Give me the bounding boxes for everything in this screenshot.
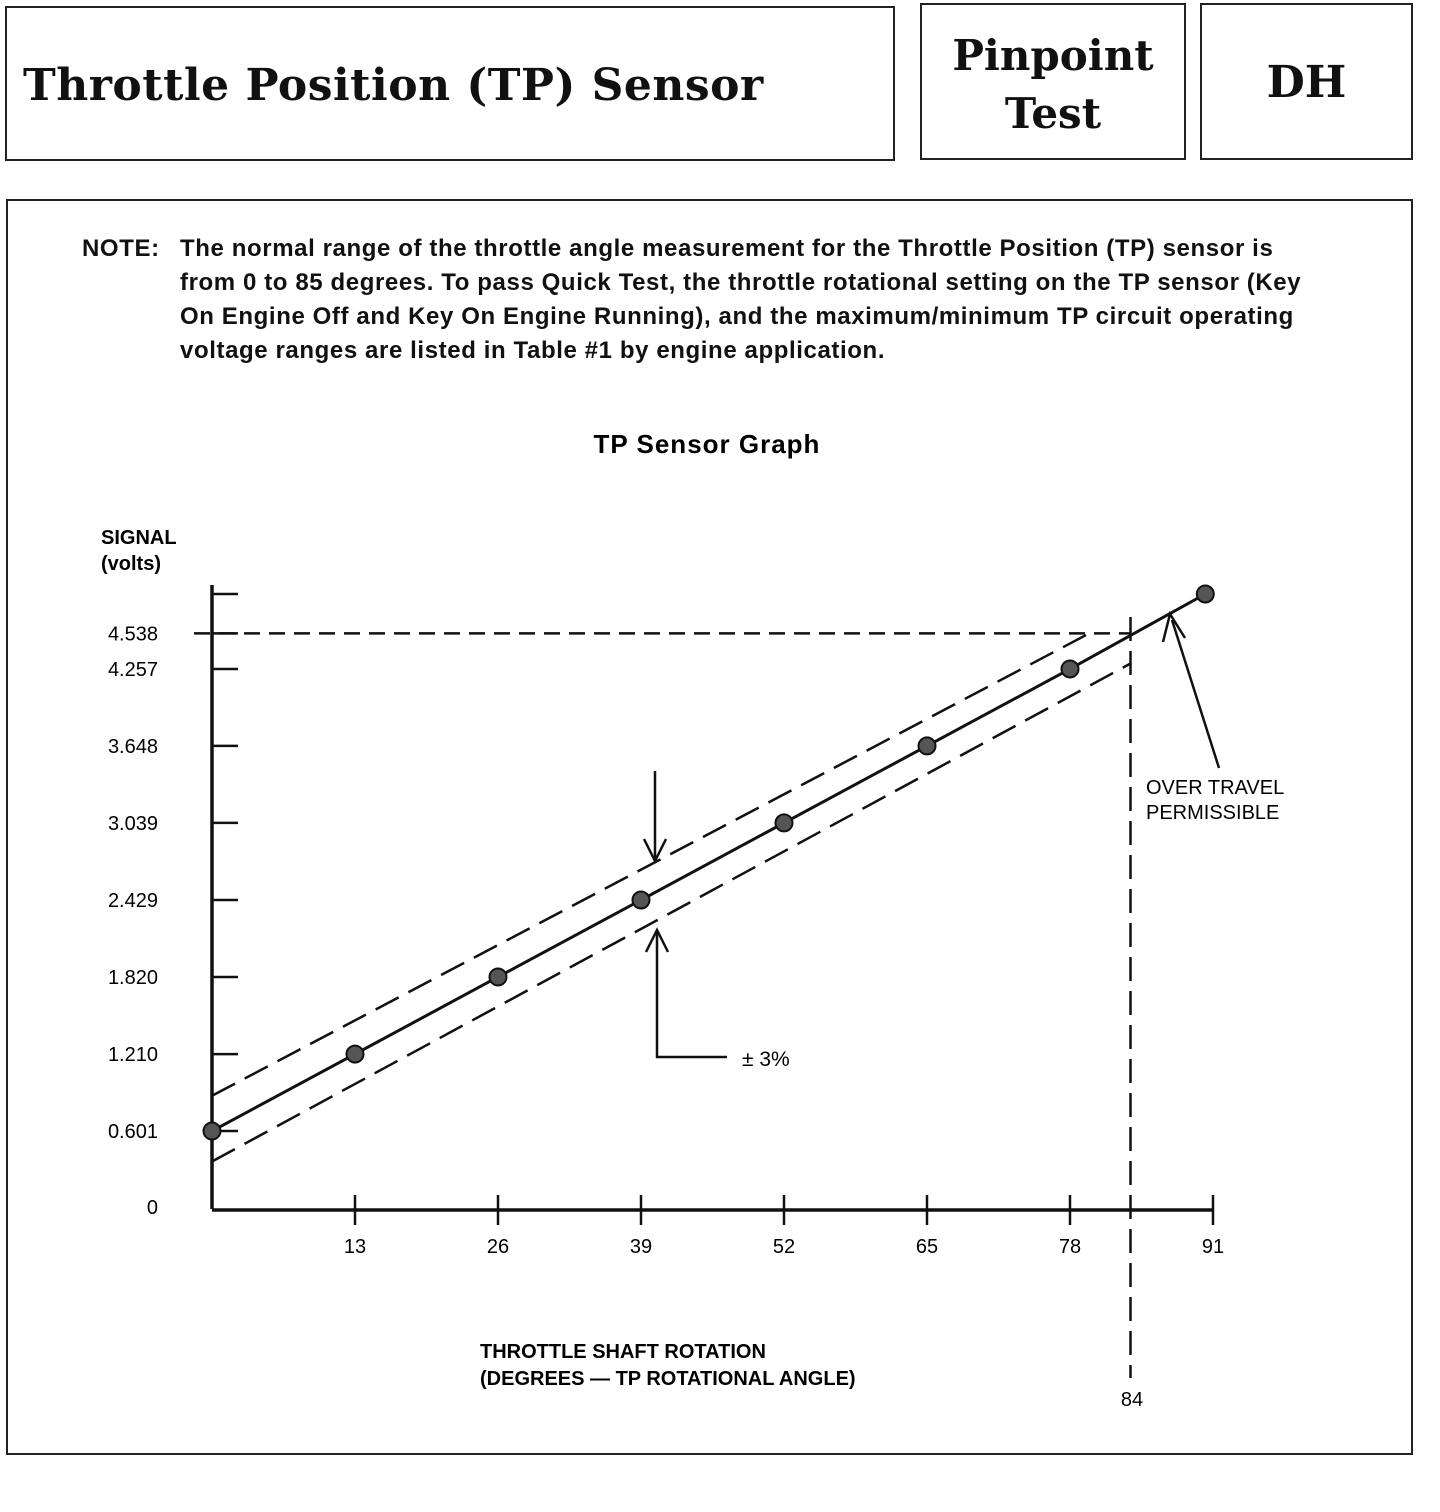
x-axis-label-line1: THROTTLE SHAFT ROTATION (480, 1341, 766, 1363)
y-tick-label: 2.429 (107, 889, 158, 912)
note-text: The normal range of the throttle angle measurement for the Throttle Position (TP) sensor is from 0 to 85 degrees. To pass Quick Test, the throttle rotational setting on the TP sensor (Key On Engine Off and Key On Engine Running), and the maximum/minimum TP circuit operating voltage ranges are listed in Table #1 by engine application. (180, 235, 1302, 364)
x-tick-label: 65 (915, 1236, 939, 1258)
tolerance-limit-line (212, 664, 1131, 1162)
y-tick-label: 1.210 (107, 1044, 158, 1067)
y-tick-label: 4.538 (107, 623, 158, 646)
x-tick-label: 52 (772, 1236, 796, 1258)
y-tick-label: 4.257 (107, 658, 158, 681)
data-point (1062, 660, 1079, 677)
data-point (776, 814, 793, 831)
page-title: Throttle Position (TP) Sensor (23, 60, 764, 111)
data-point (490, 968, 507, 985)
chart-title: TP Sensor Graph (593, 429, 821, 459)
data-point (633, 891, 650, 908)
data-point (347, 1046, 364, 1063)
tolerance-label: ± 3% (742, 1048, 790, 1071)
y-tick-label: 0.601 (107, 1121, 158, 1144)
y-axis-label-line2: (volts) (101, 553, 161, 575)
tolerance-limit-line (212, 632, 1092, 1096)
x-tick-label: 13 (343, 1236, 367, 1258)
note-label: NOTE: (82, 235, 160, 262)
y-tick-label: 3.648 (107, 735, 158, 758)
data-point (204, 1123, 221, 1140)
test-code: DH (1266, 57, 1347, 108)
over-travel-label-line1: OVER TRAVEL (1146, 777, 1285, 799)
y-axis-label-line1: SIGNAL (101, 527, 177, 549)
x-tick-label: 39 (629, 1236, 653, 1258)
test-type-line1: Pinpoint (952, 31, 1154, 80)
x-tick-label: 78 (1058, 1236, 1082, 1258)
y-tick-label: 3.039 (107, 812, 158, 835)
over-travel-arrow (1172, 620, 1219, 768)
x-tick-label: 26 (486, 1236, 510, 1258)
x-tick-label: 91 (1201, 1236, 1225, 1258)
test-type-line2: Test (1004, 89, 1102, 138)
data-point (1197, 586, 1214, 603)
y-tick-label: 1.820 (107, 966, 158, 989)
data-point (919, 737, 936, 754)
y-tick-label: 0 (146, 1197, 158, 1219)
max-angle-label: 84 (1120, 1389, 1144, 1411)
x-axis-label-line2: (DEGREES — TP ROTATIONAL ANGLE) (480, 1368, 856, 1390)
over-travel-label-line2: PERMISSIBLE (1146, 802, 1280, 824)
